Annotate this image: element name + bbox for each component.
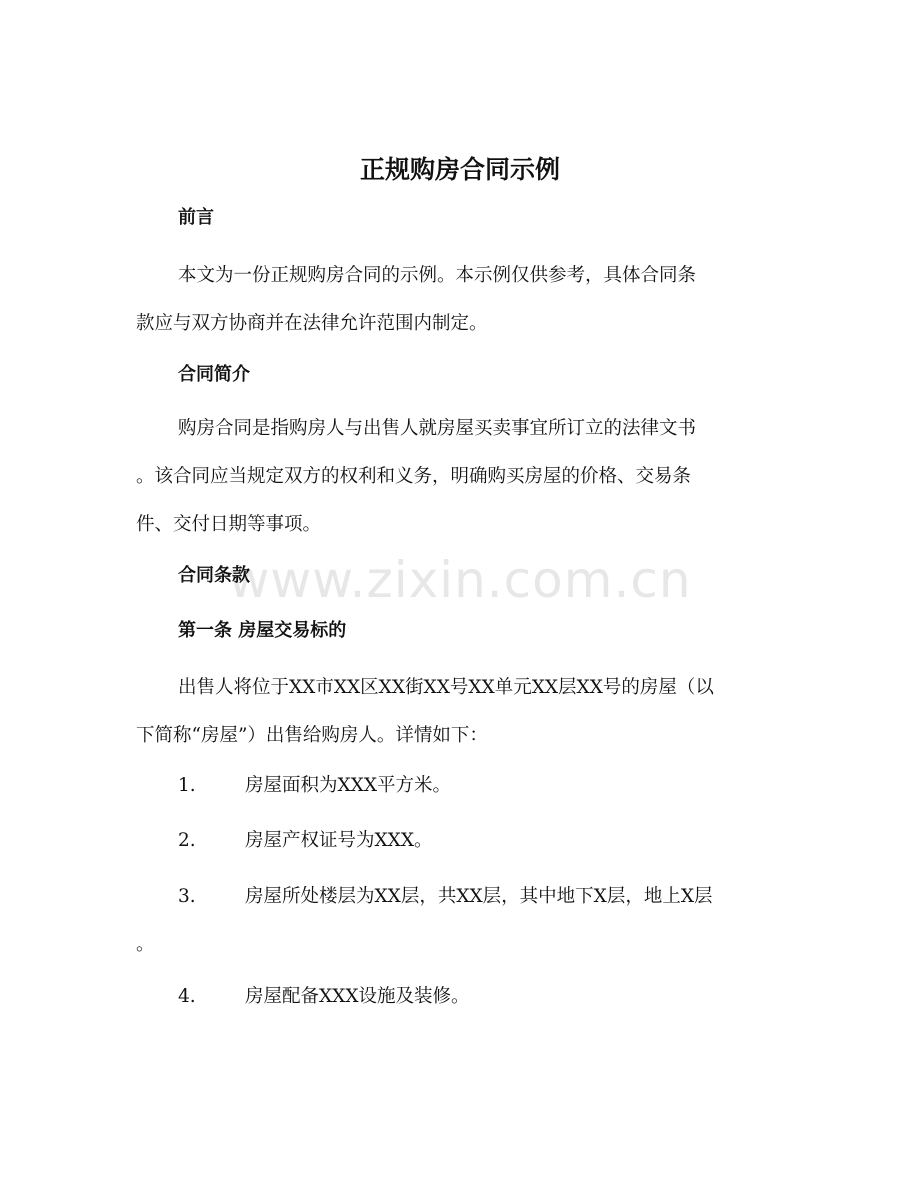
- list-item-text-continued: 。: [136, 934, 155, 955]
- preface-line-1: 本文为一份正规购房合同的示例。本示例仅供参考，具体合同条: [178, 265, 697, 286]
- document-title: 正规购房合同示例: [359, 155, 560, 184]
- list-item-text: 房屋所处楼层为XX层，共XX层，其中地下X层，地上X层: [245, 886, 713, 907]
- list-item-text: 房屋配备XXX设施及装修。: [245, 986, 470, 1007]
- list-item: [178, 973, 778, 1021]
- intro-line-3: 件、交付日期等事项。: [136, 514, 322, 535]
- list-item-number: 2.: [178, 830, 196, 851]
- intro-paragraph: [136, 405, 778, 549]
- preface-paragraph: [136, 252, 778, 348]
- list-item-number: 4.: [178, 986, 196, 1007]
- preface-heading: 前言: [178, 207, 214, 228]
- watermark: www.zixin.com.cn: [228, 551, 692, 609]
- article1-heading: 第一条 房屋交易标的: [178, 620, 347, 641]
- intro-heading: 合同简介: [178, 364, 250, 385]
- list-item: [178, 762, 778, 810]
- intro-line-2: 。该合同应当规定双方的权利和义务，明确购买房屋的价格、交易条: [136, 466, 692, 487]
- terms-heading: 合同条款: [178, 565, 250, 586]
- article1-line-1: 出售人将位于XX市XX区XX街XX号XX单元XX层XX号的房屋（以: [178, 677, 714, 698]
- list-item: [178, 817, 778, 865]
- list-item-text: 房屋面积为XXX平方米。: [245, 775, 452, 796]
- list-item-number: 3.: [178, 886, 196, 907]
- preface-line-2: 款应与双方协商并在法律允许范围内制定。: [136, 313, 488, 334]
- article1-paragraph: [136, 664, 778, 760]
- intro-line-1: 购房合同是指购房人与出售人就房屋买卖事宜所订立的法律文书: [178, 418, 697, 439]
- list-item: [136, 873, 778, 969]
- list-item-text: 房屋产权证号为XXX。: [245, 830, 433, 851]
- list-item-number: 1.: [178, 775, 196, 796]
- article1-line-2: 下简称“房屋”）出售给购房人。详情如下：: [136, 725, 488, 746]
